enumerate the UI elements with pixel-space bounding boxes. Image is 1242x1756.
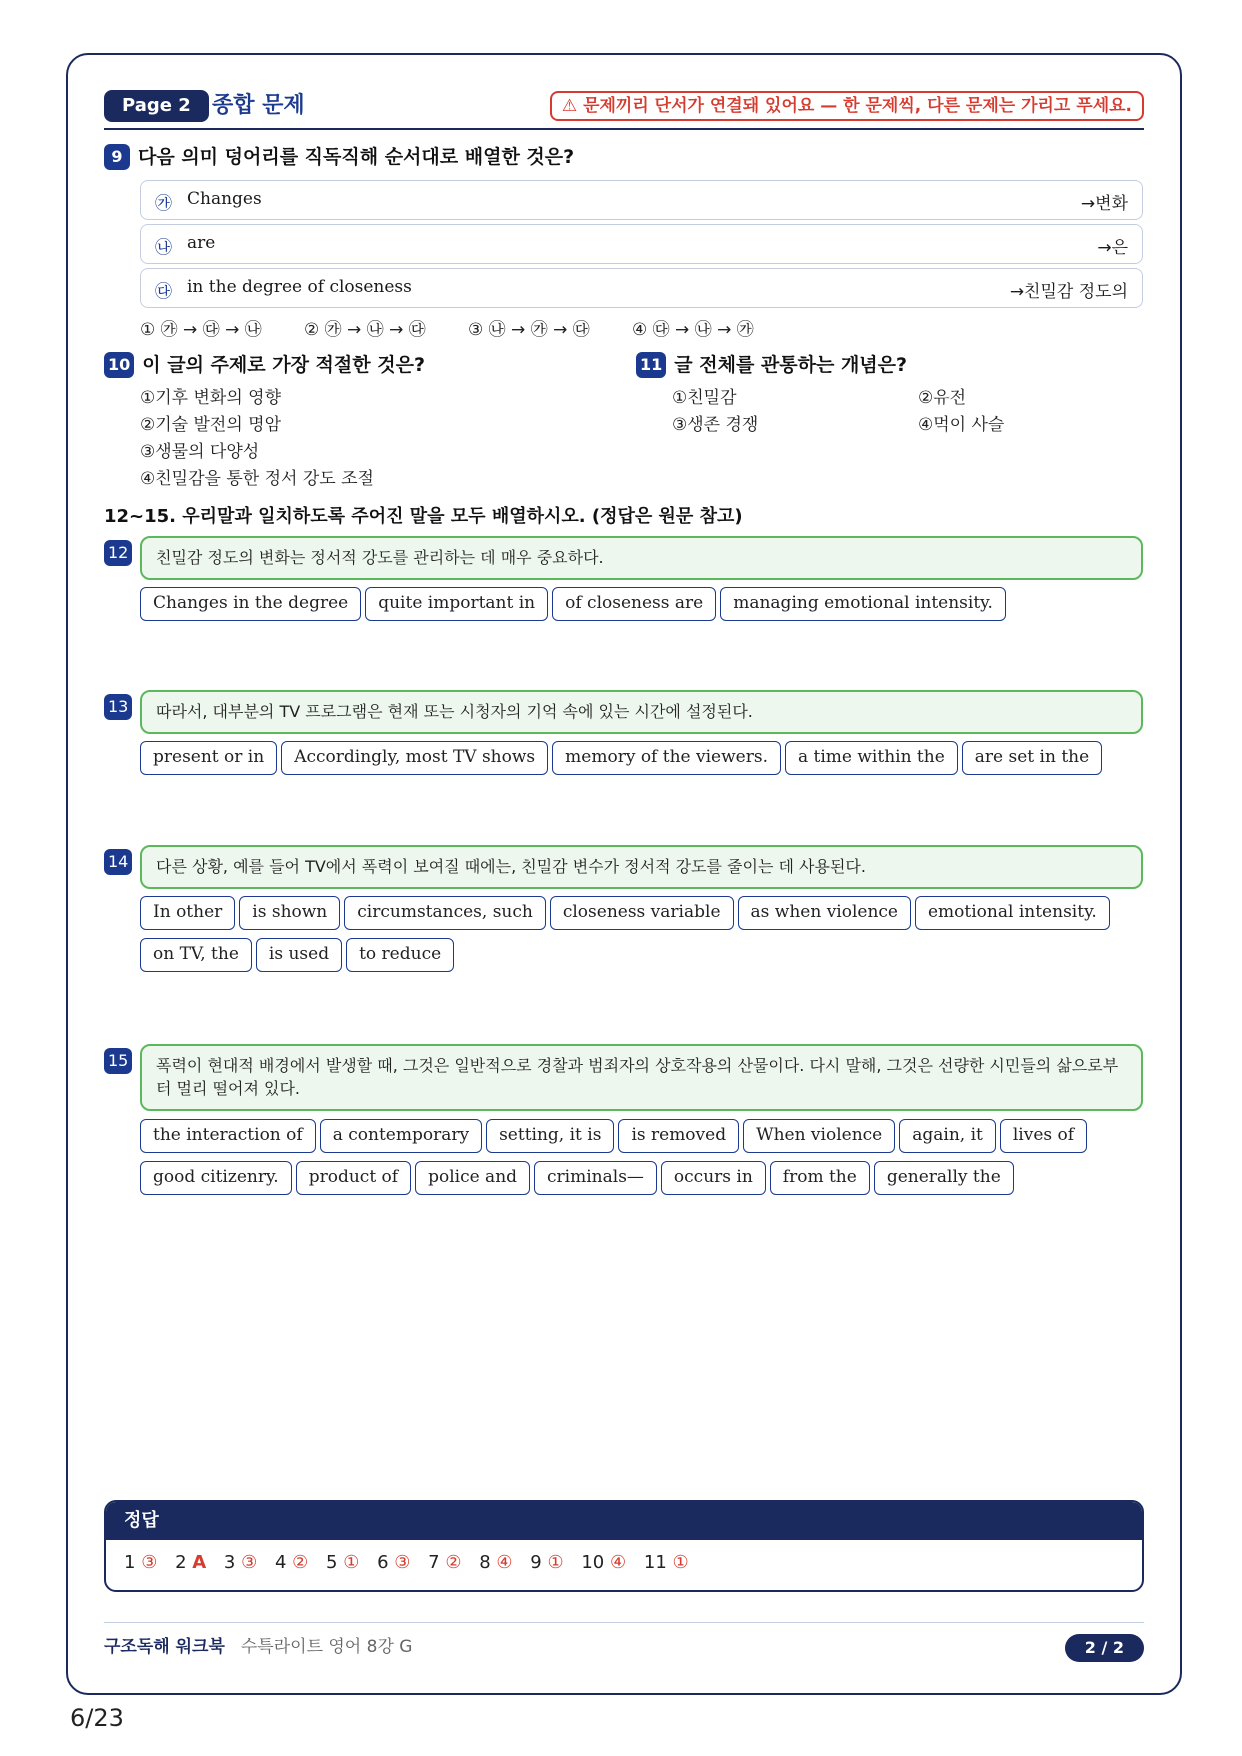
word-tile[interactable]: is used [256,938,342,972]
word-tile[interactable]: occurs in [661,1161,766,1195]
word-tile[interactable]: When violence [743,1119,895,1153]
question-text: 다음 의미 덩어리를 직독직해 순서대로 배열한 것은? [138,146,575,168]
word-tile[interactable]: again, it [899,1119,996,1153]
chunk-row [140,224,1143,264]
word-tile[interactable]: the interaction of [140,1119,316,1153]
word-tile[interactable]: In other [140,896,235,930]
answer-item: 3 ③ [223,1552,258,1573]
word-tile[interactable]: as when violence [738,896,911,930]
page-number: 6/23 [70,1704,124,1732]
word-tile[interactable]: circumstances, such [344,896,546,930]
word-tile[interactable]: on TV, the [140,938,252,972]
word-tile[interactable]: police and [415,1161,530,1195]
chunk-mark: ㉰ [155,282,172,302]
korean-sentence-box: 폭력이 현대적 배경에서 발생할 때, 그것은 일반적으로 경찰과 범죄자의 상호작용의 산물이다. 다시 말해, 그것은 선량한 시민들의 삶으로부터 멀리 떨어져 있다. [140,1044,1143,1111]
option-1[interactable]: ①친밀감 [672,388,737,408]
word-tile[interactable]: a contemporary [320,1119,482,1153]
question-number: 12 [104,540,132,566]
section-title: 종합 문제 [212,93,305,118]
chunk-korean: →변화 [1080,194,1128,214]
word-tile[interactable]: generally the [874,1161,1014,1195]
word-tile[interactable]: setting, it is [486,1119,614,1153]
option-4[interactable]: ④ ㉰ → ㉯ → ㉮ [632,320,754,340]
word-tiles [140,741,1150,783]
option-2[interactable]: ②유전 [918,388,967,408]
chunk-mark: ㉯ [155,238,172,258]
option-4[interactable]: ④먹이 사슬 [918,415,1005,435]
word-tile[interactable]: criminals— [534,1161,657,1195]
chunk-row [140,180,1143,220]
word-tile[interactable]: memory of the viewers. [552,741,781,775]
answer-item: 6 ③ [377,1552,411,1573]
answer-key-title: 정답 [106,1502,1142,1540]
question-number: 10 [104,352,134,378]
answer-item: 10 ④ [581,1552,627,1573]
word-tiles [140,587,1150,629]
answer-key-box [104,1500,1144,1592]
page-header [104,90,1144,130]
question-9-heading [104,144,574,170]
word-tile[interactable]: lives of [1000,1119,1087,1153]
footer [104,1634,412,1660]
word-tile[interactable]: is removed [618,1119,739,1153]
answer-item: 7 ② [428,1552,462,1573]
chunk-row [140,268,1143,308]
word-tile[interactable]: are set in the [962,741,1102,775]
footer-brand: 구조독해 워크북 [104,1637,225,1657]
answer-item: 11 ① [643,1552,689,1573]
chunk-mark: ㉮ [155,194,172,214]
word-tile[interactable]: Changes in the degree [140,587,361,621]
word-tiles [140,1119,1150,1203]
option-4[interactable]: ④친밀감을 통한 정서 강도 조절 [140,469,374,489]
page-badge: Page 2 [104,90,209,122]
word-tile[interactable]: is shown [239,896,340,930]
answer-item: 9 ① [530,1552,564,1573]
question-11-heading [636,352,907,378]
option-1[interactable]: ① ㉮ → ㉰ → ㉯ [140,320,262,340]
question-number: 15 [104,1048,132,1074]
question-text: 글 전체를 관통하는 개념은? [674,354,908,376]
word-tile[interactable]: managing emotional intensity. [720,587,1006,621]
word-tile[interactable]: good citizenry. [140,1161,292,1195]
word-tile[interactable]: emotional intensity. [915,896,1110,930]
word-tile[interactable]: to reduce [346,938,454,972]
option-3[interactable]: ③ ㉯ → ㉮ → ㉰ [468,320,590,340]
question-text: 이 글의 주제로 가장 적절한 것은? [142,354,425,376]
answer-list [106,1540,1142,1573]
option-3[interactable]: ③생물의 다양성 [140,442,260,462]
word-tile[interactable]: a time within the [785,741,958,775]
option-2[interactable]: ② ㉮ → ㉯ → ㉰ [304,320,426,340]
footer-subtitle: 수특라이트 영어 8강 G [240,1637,413,1657]
option-3[interactable]: ③생존 경쟁 [672,415,759,435]
word-tile[interactable]: present or in [140,741,277,775]
chunk-korean: →은 [1097,238,1128,258]
answer-item: 2 A [175,1552,207,1573]
chunk-korean: →친밀감 정도의 [1009,282,1128,302]
question-10-heading [104,352,425,378]
chunk-english: are [187,233,216,253]
question-number: 9 [104,144,130,170]
option-1[interactable]: ①기후 변화의 영향 [140,388,282,408]
question-number: 14 [104,849,132,875]
option-2[interactable]: ②기술 발전의 명암 [140,415,282,435]
korean-sentence-box: 따라서, 대부분의 TV 프로그램은 현재 또는 시청자의 기억 속에 있는 시간에 설정된다. [140,690,1143,734]
instruction-heading: 12~15. 우리말과 일치하도록 주어진 말을 모두 배열하시오. (정답은 원문 참고) [104,506,743,527]
warning-banner: ⚠ 문제끼리 단서가 연결돼 있어요 — 한 문제씩, 다른 문제는 가리고 푸세요. [550,91,1144,121]
answer-item: 5 ① [326,1552,360,1573]
answer-item: 1 ③ [124,1552,158,1573]
question-number: 11 [636,352,666,378]
chunk-english: in the degree of closeness [187,277,412,297]
footer-page-badge: 2 / 2 [1065,1634,1144,1662]
word-tile[interactable]: quite important in [365,587,548,621]
footer-divider [104,1622,1144,1623]
chunk-english: Changes [187,189,262,209]
answer-item: 4 ② [274,1552,309,1573]
answer-item: 8 ④ [479,1552,513,1573]
korean-sentence-box: 친밀감 정도의 변화는 정서적 강도를 관리하는 데 매우 중요하다. [140,536,1143,580]
word-tile[interactable]: from the [770,1161,870,1195]
word-tile[interactable]: product of [296,1161,411,1195]
word-tile[interactable]: Accordingly, most TV shows [281,741,548,775]
word-tile[interactable]: of closeness are [552,587,716,621]
korean-sentence-box: 다른 상황, 예를 들어 TV에서 폭력이 보여질 때에는, 친밀감 변수가 정서적 강도를 줄이는 데 사용된다. [140,845,1143,889]
word-tiles [140,896,1150,980]
word-tile[interactable]: closeness variable [550,896,734,930]
question-number: 13 [104,694,132,720]
